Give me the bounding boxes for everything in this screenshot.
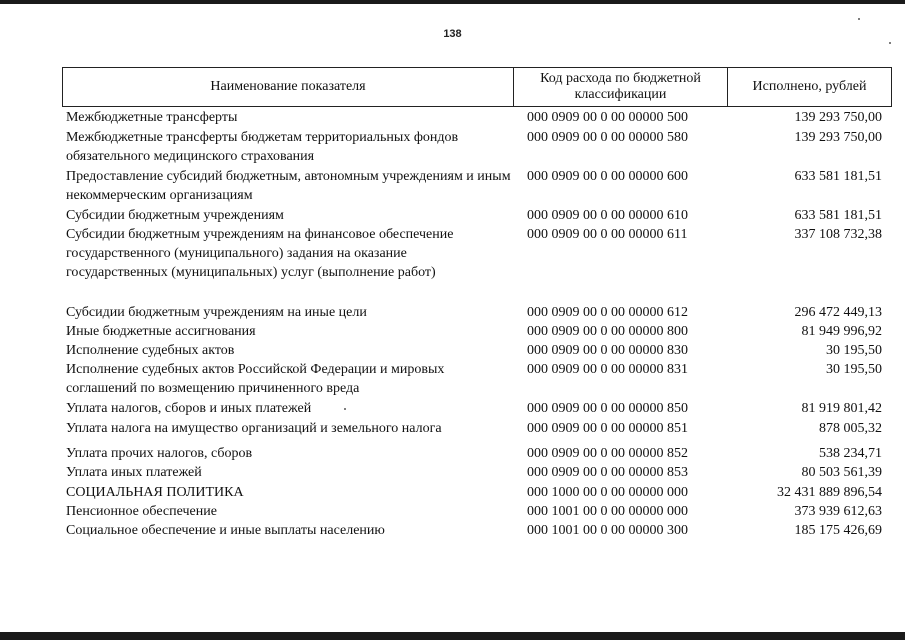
row-amount: 30 195,50 (826, 362, 882, 377)
scan-top-edge (0, 0, 905, 4)
row-name: Субсидии бюджетным учреждениям на иные цели (66, 305, 367, 320)
row-name: Социальное обеспечение и иные выплаты населению (66, 523, 385, 538)
column-header-code: Код расхода по бюджетной классификации (514, 68, 728, 106)
row-amount: 81 949 996,92 (801, 324, 882, 339)
row-amount: 538 234,71 (819, 446, 882, 461)
row-amount: 185 175 426,69 (794, 523, 882, 538)
row-code: 000 0909 00 0 00 00000 612 (527, 305, 688, 320)
row-amount: 296 472 449,13 (794, 305, 882, 320)
row-name: Уплата налога на имущество организаций и земельного налога (66, 421, 442, 436)
column-header-name: Наименование показателя (63, 68, 514, 106)
row-name: Субсидии бюджетным учреждениям на финансовое обеспечение государственного (муниципального) задания на оказание государственных (муниципальных) услуг (выполнение работ) (66, 227, 454, 280)
row-amount: 139 293 750,00 (794, 130, 882, 145)
row-amount: 633 581 181,51 (794, 208, 882, 223)
row-amount: 633 581 181,51 (794, 169, 882, 184)
scan-speck (858, 18, 860, 20)
row-amount: 337 108 732,38 (794, 227, 882, 242)
row-code: 000 0909 00 0 00 00000 800 (527, 324, 688, 339)
row-code: 000 0909 00 0 00 00000 831 (527, 362, 688, 377)
row-amount: 81 919 801,42 (801, 401, 882, 416)
row-code: 000 0909 00 0 00 00000 500 (527, 110, 688, 125)
row-amount: 878 005,32 (819, 421, 882, 436)
row-amount: 80 503 561,39 (801, 465, 882, 480)
row-amount: 139 293 750,00 (794, 110, 882, 125)
row-code: 000 0909 00 0 00 00000 850 (527, 401, 688, 416)
row-amount: 30 195,50 (826, 343, 882, 358)
row-code: 000 0909 00 0 00 00000 852 (527, 446, 688, 461)
row-name: Исполнение судебных актов Российской Федерации и мировых соглашений по возмещению причиненного вреда (66, 362, 445, 396)
row-name: Уплата налогов, сборов и иных платежей (66, 401, 312, 416)
row-code: 000 0909 00 0 00 00000 580 (527, 130, 688, 145)
row-name: Иные бюджетные ассигнования (66, 324, 256, 339)
table-header (62, 67, 892, 107)
row-code: 000 0909 00 0 00 00000 610 (527, 208, 688, 223)
scan-bottom-edge (0, 632, 905, 640)
row-name: Уплата прочих налогов, сборов (66, 446, 253, 461)
row-name: Уплата иных платежей (66, 465, 202, 480)
row-code: 000 1000 00 0 00 00000 000 (527, 485, 688, 500)
row-code: 000 0909 00 0 00 00000 853 (527, 465, 688, 480)
row-code: 000 1001 00 0 00 00000 000 (527, 504, 688, 519)
row-name: СОЦИАЛЬНАЯ ПОЛИТИКА (66, 485, 244, 500)
row-name: Предоставление субсидий бюджетным, автономным учреждениям и иным некоммерческим организациям (66, 169, 511, 203)
row-name: Субсидии бюджетным учреждениям (66, 208, 284, 223)
row-name: Межбюджетные трансферты (66, 110, 238, 125)
row-code: 000 0909 00 0 00 00000 600 (527, 169, 688, 184)
row-code: 000 1001 00 0 00 00000 300 (527, 523, 688, 538)
column-header-amount: Исполнено, рублей (752, 79, 867, 94)
row-amount: 373 939 612,63 (794, 504, 882, 519)
row-name: Исполнение судебных актов (66, 343, 235, 358)
row-name: Межбюджетные трансферты бюджетам территориальных фондов обязательного медицинского страхования (66, 130, 459, 164)
page-number: 138 (443, 28, 462, 40)
row-code: 000 0909 00 0 00 00000 611 (527, 227, 688, 242)
row-amount: 32 431 889 896,54 (777, 485, 882, 500)
row-code: 000 0909 00 0 00 00000 830 (527, 343, 688, 358)
scan-speck (889, 42, 891, 44)
row-code: 000 0909 00 0 00 00000 851 (527, 421, 688, 436)
row-name: Пенсионное обеспечение (66, 504, 217, 519)
